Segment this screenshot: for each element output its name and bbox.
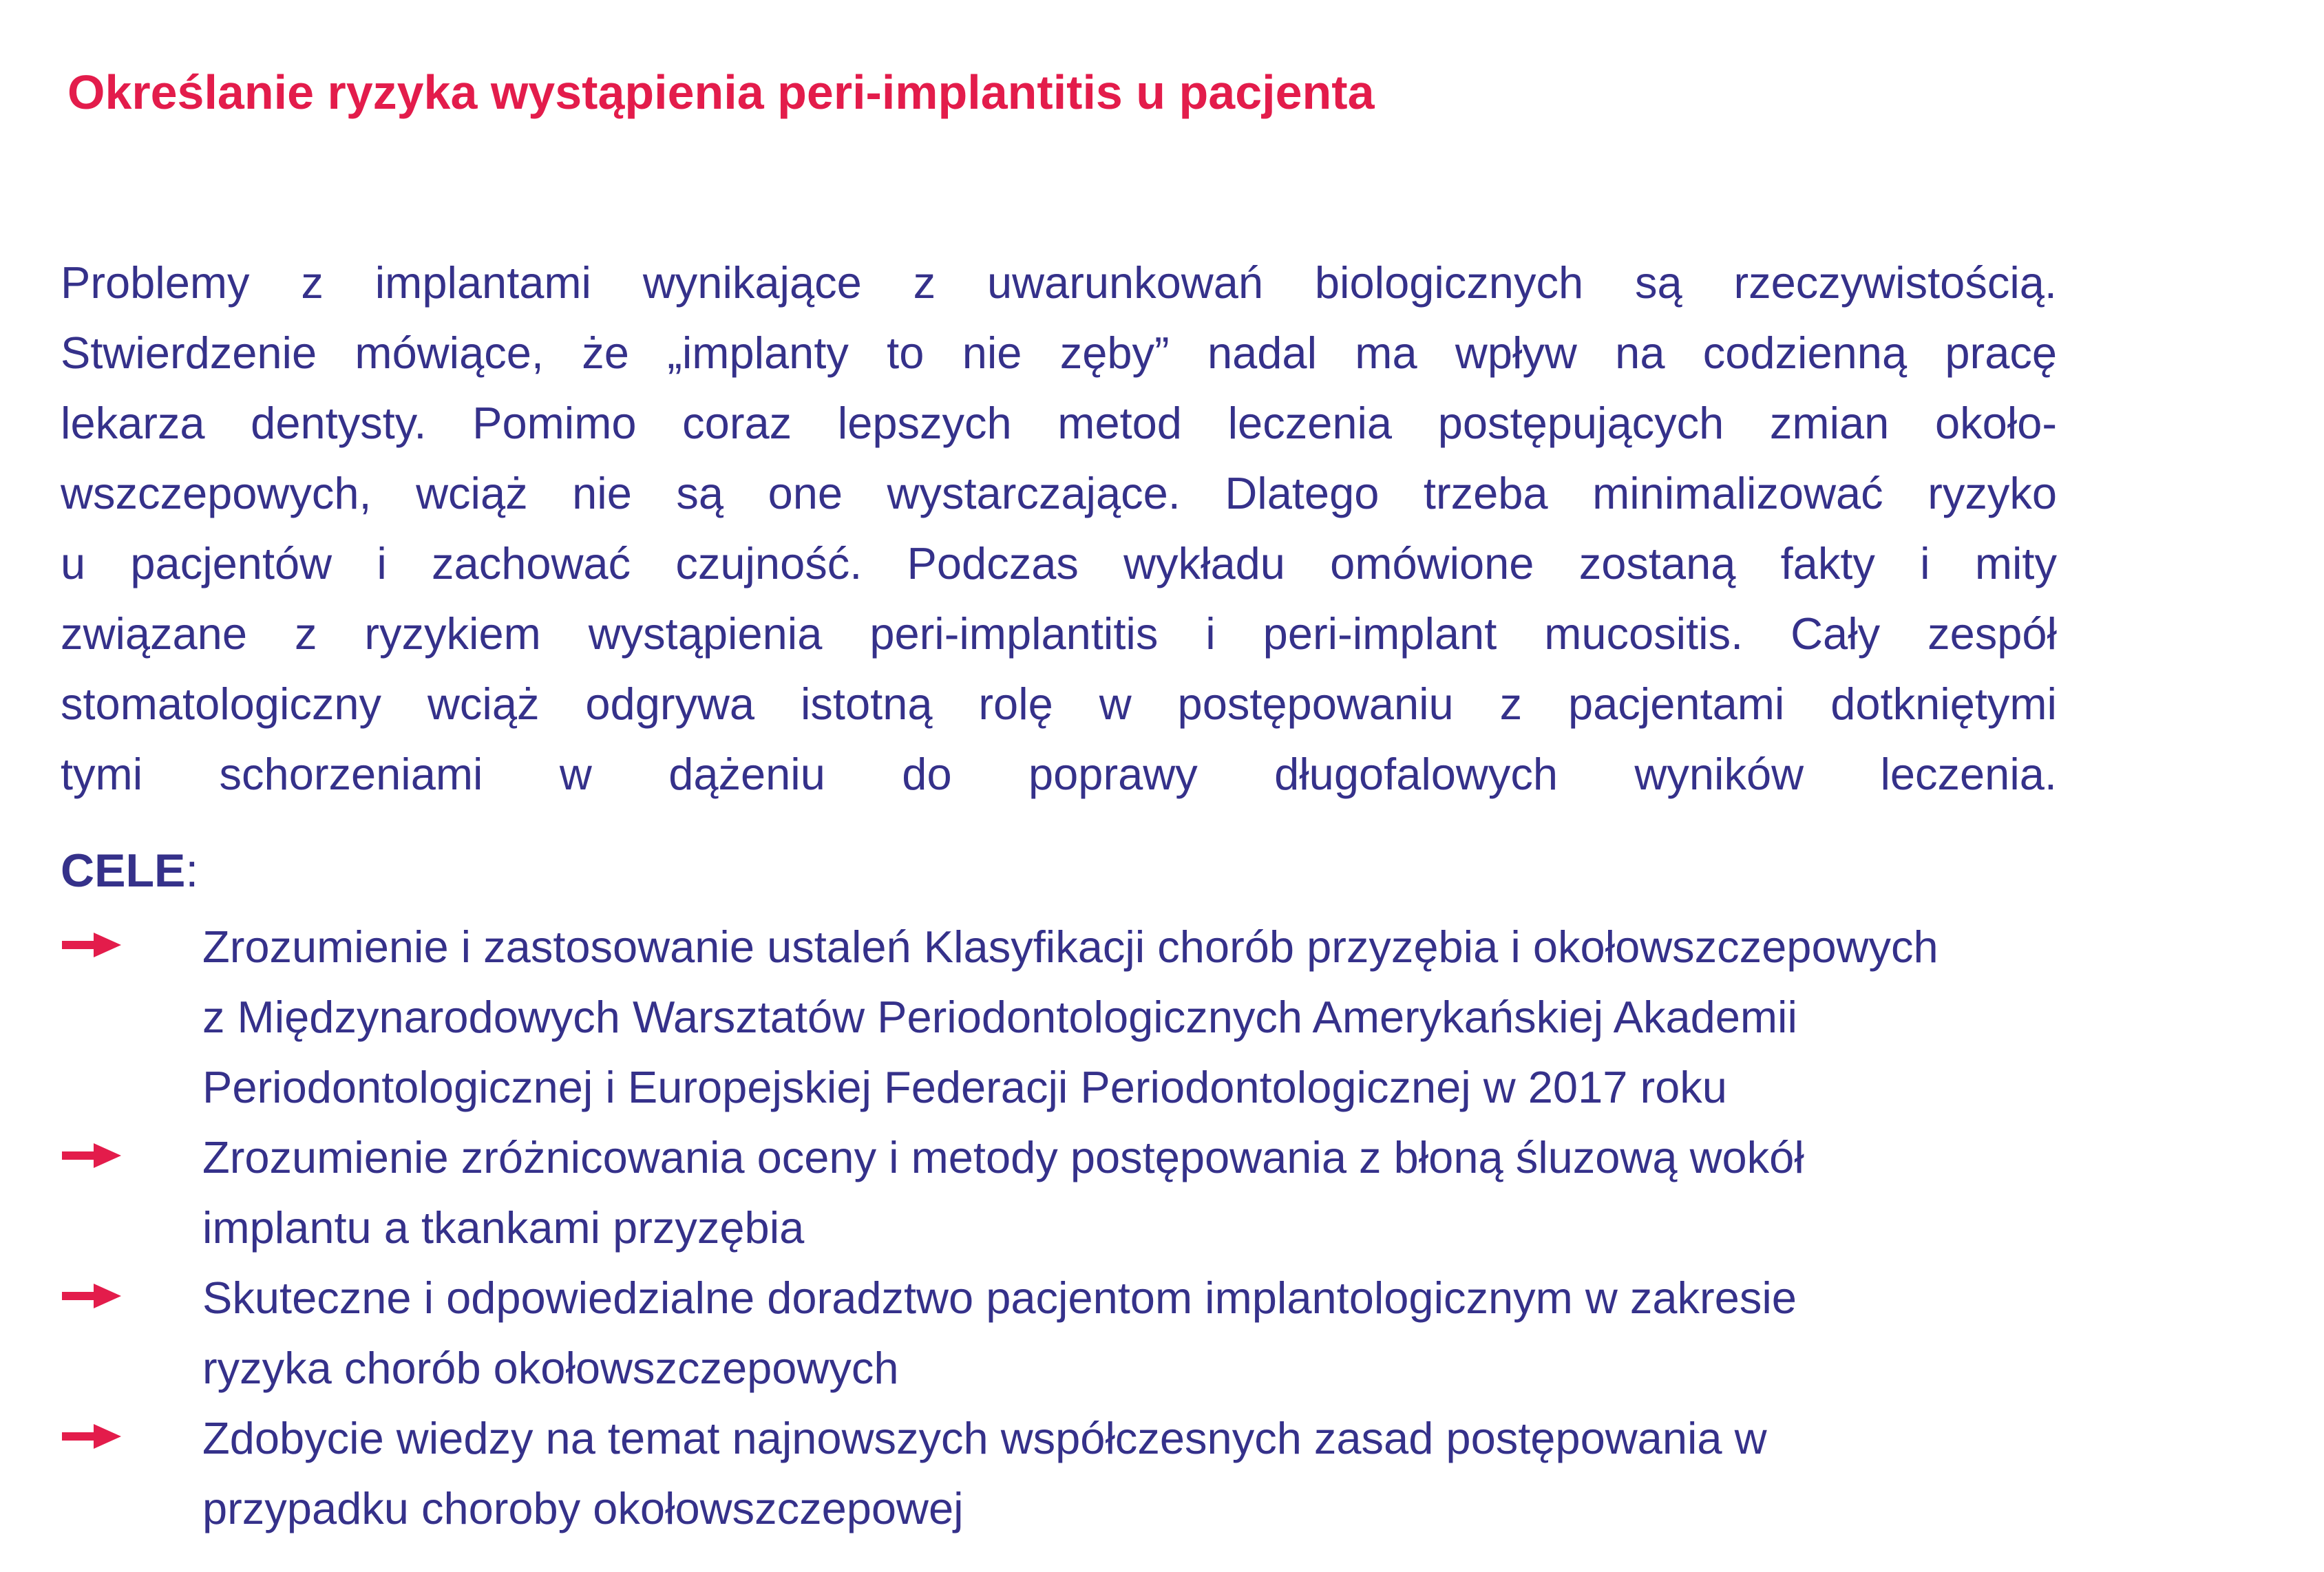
goals-list — [61, 912, 2298, 1544]
intro-line: u pacjentów i zachować czujność. Podczas wykładu omówione zostaną fakty i mity — [61, 538, 2057, 588]
goal-item — [61, 1123, 2298, 1263]
intro-line: lekarza dentysty. Pomimo coraz lepszych metod leczenia postępujących zmian około- — [61, 398, 2057, 448]
intro-line: wszczepowych, wciąż nie są one wystarczające. Dlatego trzeba minimalizować ryzyko — [61, 468, 2057, 518]
right-arrow-icon — [62, 1140, 121, 1171]
goal-line: Periodontologicznej i Europejskiej Federacji Periodontologicznej w 2017 roku — [202, 1062, 1727, 1112]
goal-line: Zdobycie wiedzy na temat najnowszych współczesnych zasad postępowania w — [202, 1413, 1767, 1463]
goals-heading-colon: : — [185, 845, 199, 897]
goal-line: ryzyka chorób okołowszczepowych — [202, 1343, 899, 1393]
goals-heading-label: CELE — [61, 845, 186, 897]
intro-line: stomatologiczny wciąż odgrywa istotną rolę w postępowaniu z pacjentami dotkniętymi — [61, 679, 2057, 729]
goals-heading — [61, 843, 198, 900]
goal-item — [61, 912, 2298, 1123]
page-title: Określanie ryzyka wystąpienia peri-implantitis u pacjenta — [67, 65, 1375, 119]
right-arrow-icon — [62, 930, 121, 960]
intro-line: Stwierdzenie mówiące, że „implanty to nie zęby” nadal ma wpływ na codzienną pracę — [61, 328, 2057, 378]
intro-line: związane z ryzykiem wystąpienia peri-implantitis i peri-implant mucositis. Cały zespół — [61, 608, 2057, 659]
intro-line: tymi schorzeniami w dążeniu do poprawy długofalowych wyników leczenia. — [61, 749, 2057, 799]
right-arrow-icon — [62, 1421, 121, 1452]
goal-line: Zrozumienie i zastosowanie ustaleń Klasyfikacji chorób przyzębia i okołowszczepowych — [202, 922, 1939, 972]
goal-item — [61, 1263, 2298, 1403]
right-arrow-icon — [62, 1281, 121, 1311]
intro-paragraph — [61, 248, 2057, 809]
goal-line: Skuteczne i odpowiedzialne doradztwo pacjentom implantologicznym w zakresie — [202, 1273, 1797, 1323]
goal-line: przypadku choroby okołowszczepowej — [202, 1483, 964, 1533]
goal-line: z Międzynarodowych Warsztatów Periodontologicznych Amerykańskiej Akademii — [202, 992, 1797, 1042]
goal-item — [61, 1403, 2298, 1544]
intro-line: Problemy z implantami wynikające z uwarunkowań biologicznych są rzeczywistością. — [61, 257, 2057, 308]
goal-line: implantu a tkankami przyzębia — [202, 1202, 805, 1253]
goal-line: Zrozumienie zróżnicowania oceny i metody postępowania z błoną śluzową wokół — [202, 1132, 1804, 1182]
